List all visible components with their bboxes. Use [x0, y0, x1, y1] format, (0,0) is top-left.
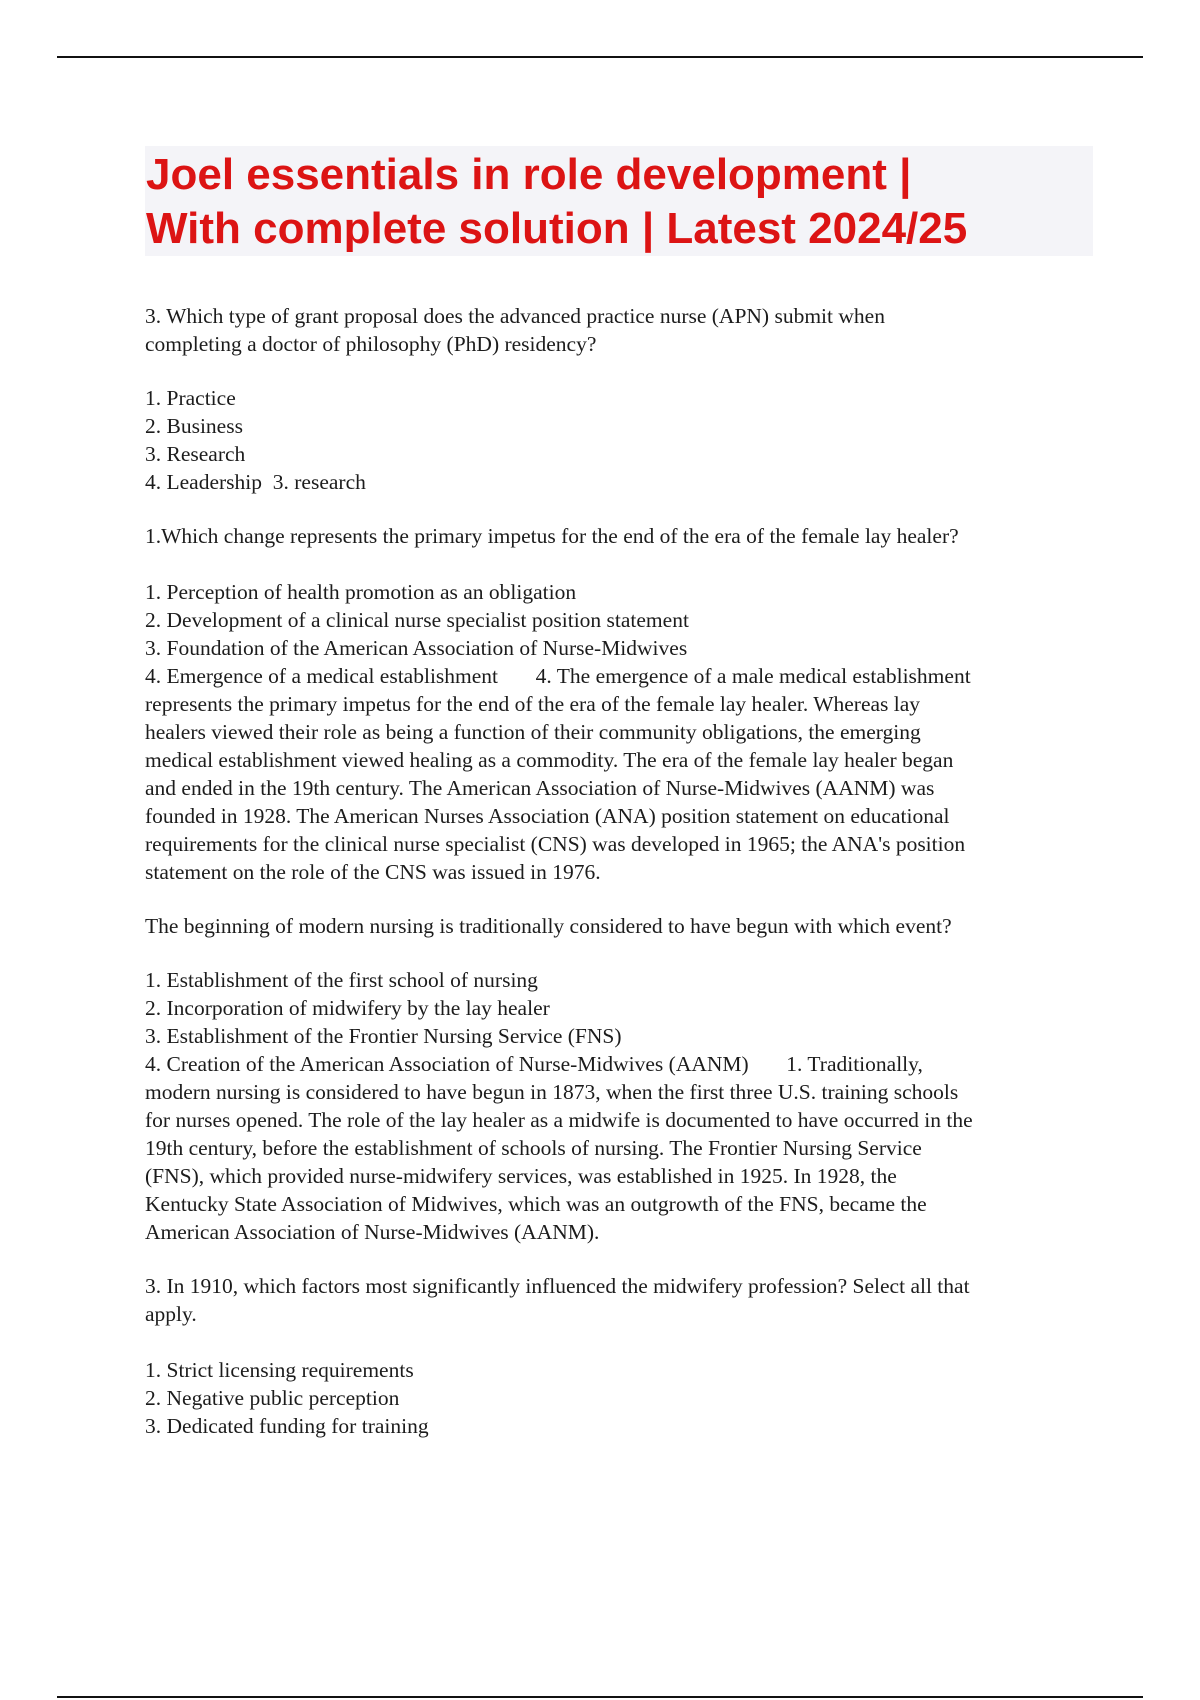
question-block-3: [145, 912, 1085, 1246]
answer-rationale-line-4: 19th century, before the establishment of schools of nursing. The Frontier Nursing Service: [145, 1136, 922, 1160]
question-block-4: [145, 1272, 1085, 1440]
option-1: 1. Strict licensing requirements: [145, 1358, 414, 1382]
question-text: [145, 302, 1085, 358]
answer-rationale-line-8: statement on the role of the CNS was issued in 1976.: [145, 860, 601, 884]
question-text: [145, 1272, 1085, 1328]
option-2: 2. Negative public perception: [145, 1386, 400, 1410]
answer-rationale-line-2: represents the primary impetus for the end of the era of the female lay healer. Whereas lay: [145, 692, 921, 716]
question-block-2: [145, 522, 1085, 886]
question-line-2: completing a doctor of philosophy (PhD) residency?: [145, 332, 597, 356]
top-rule: [57, 56, 1143, 58]
title-line-2: With complete solution | Latest 2024/25: [146, 204, 968, 253]
answer-rationale-line-7: requirements for the clinical nurse specialist (CNS) was developed in 1965; the ANA's position: [145, 832, 966, 856]
answer-rationale-line-2: modern nursing is considered to have begun in 1873, when the first three U.S. training schools: [145, 1080, 959, 1104]
option-3: 3. Establishment of the Frontier Nursing Service (FNS): [145, 1024, 622, 1048]
answer: 3. research: [272, 470, 366, 494]
option-text: 4. Creation of the American Association of Nurse-Midwives (AANM): [145, 1052, 749, 1076]
option-4-with-rationale: [145, 662, 1085, 690]
title-line-1: Joel essentials in role development |: [146, 150, 912, 199]
option-2: 2. Incorporation of midwifery by the lay healer: [145, 996, 550, 1020]
document-body: [145, 302, 1085, 1440]
option-3: 3. Dedicated funding for training: [145, 1414, 429, 1438]
option-1: 1. Establishment of the first school of nursing: [145, 968, 538, 992]
option-3: 3. Foundation of the American Association of Nurse-Midwives: [145, 636, 688, 660]
option-4-with-rationale: [145, 1050, 1085, 1078]
answer-rationale-line-1: 1. Traditionally,: [786, 1052, 923, 1076]
option-4: [145, 468, 1085, 496]
question-text: 1.Which change represents the primary impetus for the end of the era of the female lay healer?: [145, 524, 959, 548]
option-text: 4. Emergence of a medical establishment: [145, 664, 499, 688]
bottom-rule: [57, 1696, 1143, 1698]
option-2: 2. Business: [145, 414, 243, 438]
answer-rationale-line-5: (FNS), which provided nurse-midwifery services, was established in 1925. In 1928, the: [145, 1164, 897, 1188]
answer-rationale-line-6: Kentucky State Association of Midwives, which was an outgrowth of the FNS, became the: [145, 1192, 927, 1216]
question-line-1: 3. In 1910, which factors most significantly influenced the midwifery profession? Select all that: [145, 1274, 970, 1298]
answer-rationale-line-4: medical establishment viewed healing as a commodity. The era of the female lay healer began: [145, 748, 954, 772]
option-list: [145, 384, 1085, 496]
answer-rationale-line-1: 4. The emergence of a male medical establishment: [535, 664, 971, 688]
option-list: [145, 966, 1085, 1246]
option-1: 1. Practice: [145, 386, 236, 410]
question-line-2: apply.: [145, 1302, 197, 1326]
question-text: The beginning of modern nursing is traditionally considered to have begun with which event?: [145, 914, 952, 938]
option-list: [145, 578, 1085, 886]
question-line-1: 3. Which type of grant proposal does the advanced practice nurse (APN) submit when: [145, 304, 885, 328]
question-block-1: [145, 302, 1085, 496]
answer-rationale-line-3: healers viewed their role as being a function of their community obligations, the emerging: [145, 720, 921, 744]
option-list: [145, 1356, 1085, 1440]
answer-rationale-line-3: for nurses opened. The role of the lay healer as a midwife is documented to have occurred in the: [145, 1108, 973, 1132]
answer-rationale-line-7: American Association of Nurse-Midwives (AANM).: [145, 1220, 600, 1244]
option-2: 2. Development of a clinical nurse specialist position statement: [145, 608, 689, 632]
document-title: [146, 148, 1086, 256]
answer-rationale-line-6: founded in 1928. The American Nurses Association (ANA) position statement on educational: [145, 804, 950, 828]
option-3: 3. Research: [145, 442, 246, 466]
option-text: 4. Leadership: [145, 470, 263, 494]
answer-rationale-line-5: and ended in the 19th century. The American Association of Nurse-Midwives (AANM) was: [145, 776, 935, 800]
option-1: 1. Perception of health promotion as an obligation: [145, 580, 577, 604]
